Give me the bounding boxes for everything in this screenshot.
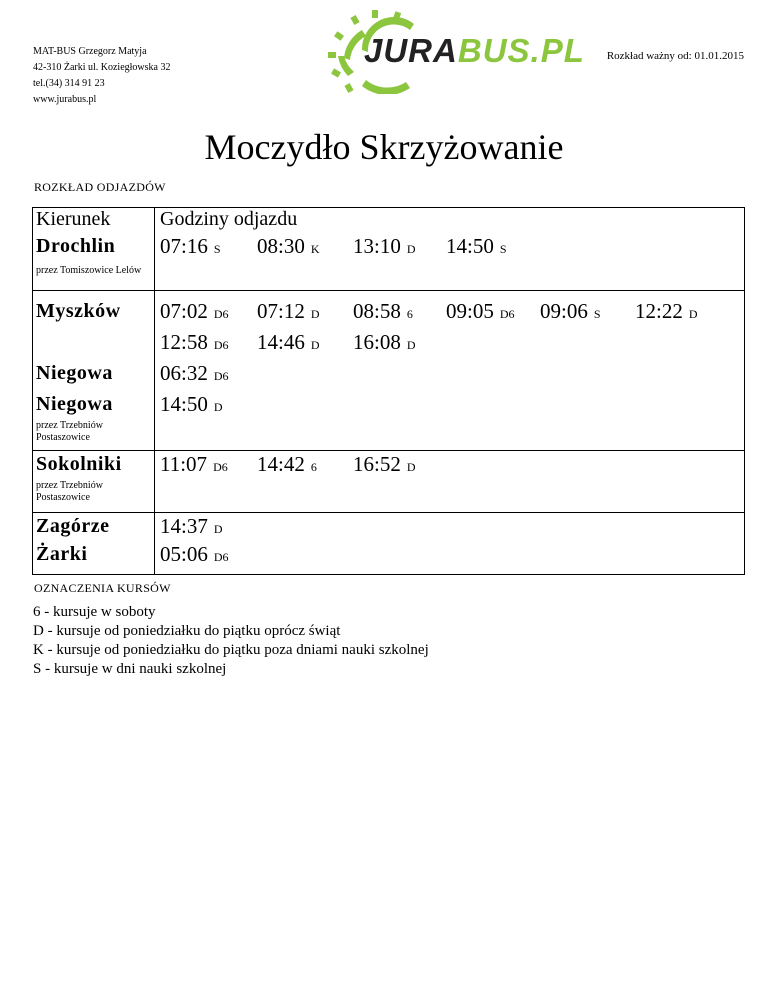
company-info	[33, 44, 170, 108]
company-website: www.jurabus.pl	[33, 94, 97, 105]
destination: Myszków	[36, 300, 121, 322]
departure-time: 16:52 D	[353, 452, 416, 476]
departure-time: 12:22 D	[635, 299, 698, 323]
departure-time: 07:16 S	[160, 234, 221, 258]
departure-time: 11:07 D6	[160, 452, 228, 476]
departure-time: 12:58 D6	[160, 330, 229, 354]
validity-date: Rozkład ważny od: 01.01.2015	[606, 50, 744, 62]
route-via: przez Trzebniów Postaszowice	[36, 480, 103, 503]
departure-time: 07:02 D6	[160, 299, 229, 323]
destination: Żarki	[36, 543, 88, 565]
departure-time: 06:32 D6	[160, 361, 229, 385]
departure-time: 09:05 D6	[446, 299, 515, 323]
header-times: Godziny odjazdu	[160, 208, 298, 230]
departure-time: 05:06 D6	[160, 542, 229, 566]
company-phone: tel.(34) 314 91 23	[33, 78, 105, 89]
departure-time: 08:58 6	[353, 299, 413, 323]
destination: Niegowa	[36, 393, 113, 415]
departure-time: 14:42 6	[257, 452, 317, 476]
row-divider	[33, 512, 744, 513]
destination: Zagórze	[36, 515, 110, 537]
company-name: MAT-BUS Grzegorz Matyja	[33, 46, 147, 57]
departure-time: 14:37 D	[160, 514, 223, 538]
departure-time: 14:50 D	[160, 392, 223, 416]
timetable	[32, 207, 745, 575]
departure-time: 09:06 S	[540, 299, 601, 323]
departures-heading: ROZKŁAD ODJAZDÓW	[34, 180, 166, 194]
departure-time: 08:30 K	[257, 234, 320, 258]
destination: Drochlin	[36, 235, 116, 257]
departure-time: 13:10 D	[353, 234, 416, 258]
destination: Sokolniki	[36, 453, 122, 475]
jurabus-logo	[322, 10, 585, 94]
destination: Niegowa	[36, 362, 113, 384]
row-divider	[33, 290, 744, 291]
header-direction: Kierunek	[36, 208, 111, 230]
departure-time: 14:50 S	[446, 234, 507, 258]
departure-time: 16:08 D	[353, 330, 416, 354]
column-divider	[154, 208, 155, 574]
route-via: przez Trzebniów Postaszowice	[36, 420, 103, 443]
legend-heading: OZNACZENIA KURSÓW	[34, 581, 171, 595]
row-divider	[33, 450, 744, 451]
logo-text: JURABUS.PL	[364, 32, 585, 69]
legend	[33, 603, 429, 679]
stop-title: Moczydło Skrzyżowanie	[204, 127, 564, 167]
departure-time: 14:46 D	[257, 330, 320, 354]
legend-item: D - kursuje od poniedziałku do piątku oprócz świąt	[33, 623, 341, 639]
departure-time: 07:12 D	[257, 299, 320, 323]
legend-item: S - kursuje w dni nauki szkolnej	[33, 661, 227, 677]
legend-item: 6 - kursuje w soboty	[33, 604, 156, 620]
company-address: 42-310 Żarki ul. Koziegłowska 32	[33, 62, 171, 73]
route-via: przez Tomiszowice Lelów	[36, 265, 142, 276]
legend-item: K - kursuje od poniedziałku do piątku poza dniami nauki szkolnej	[33, 642, 429, 658]
